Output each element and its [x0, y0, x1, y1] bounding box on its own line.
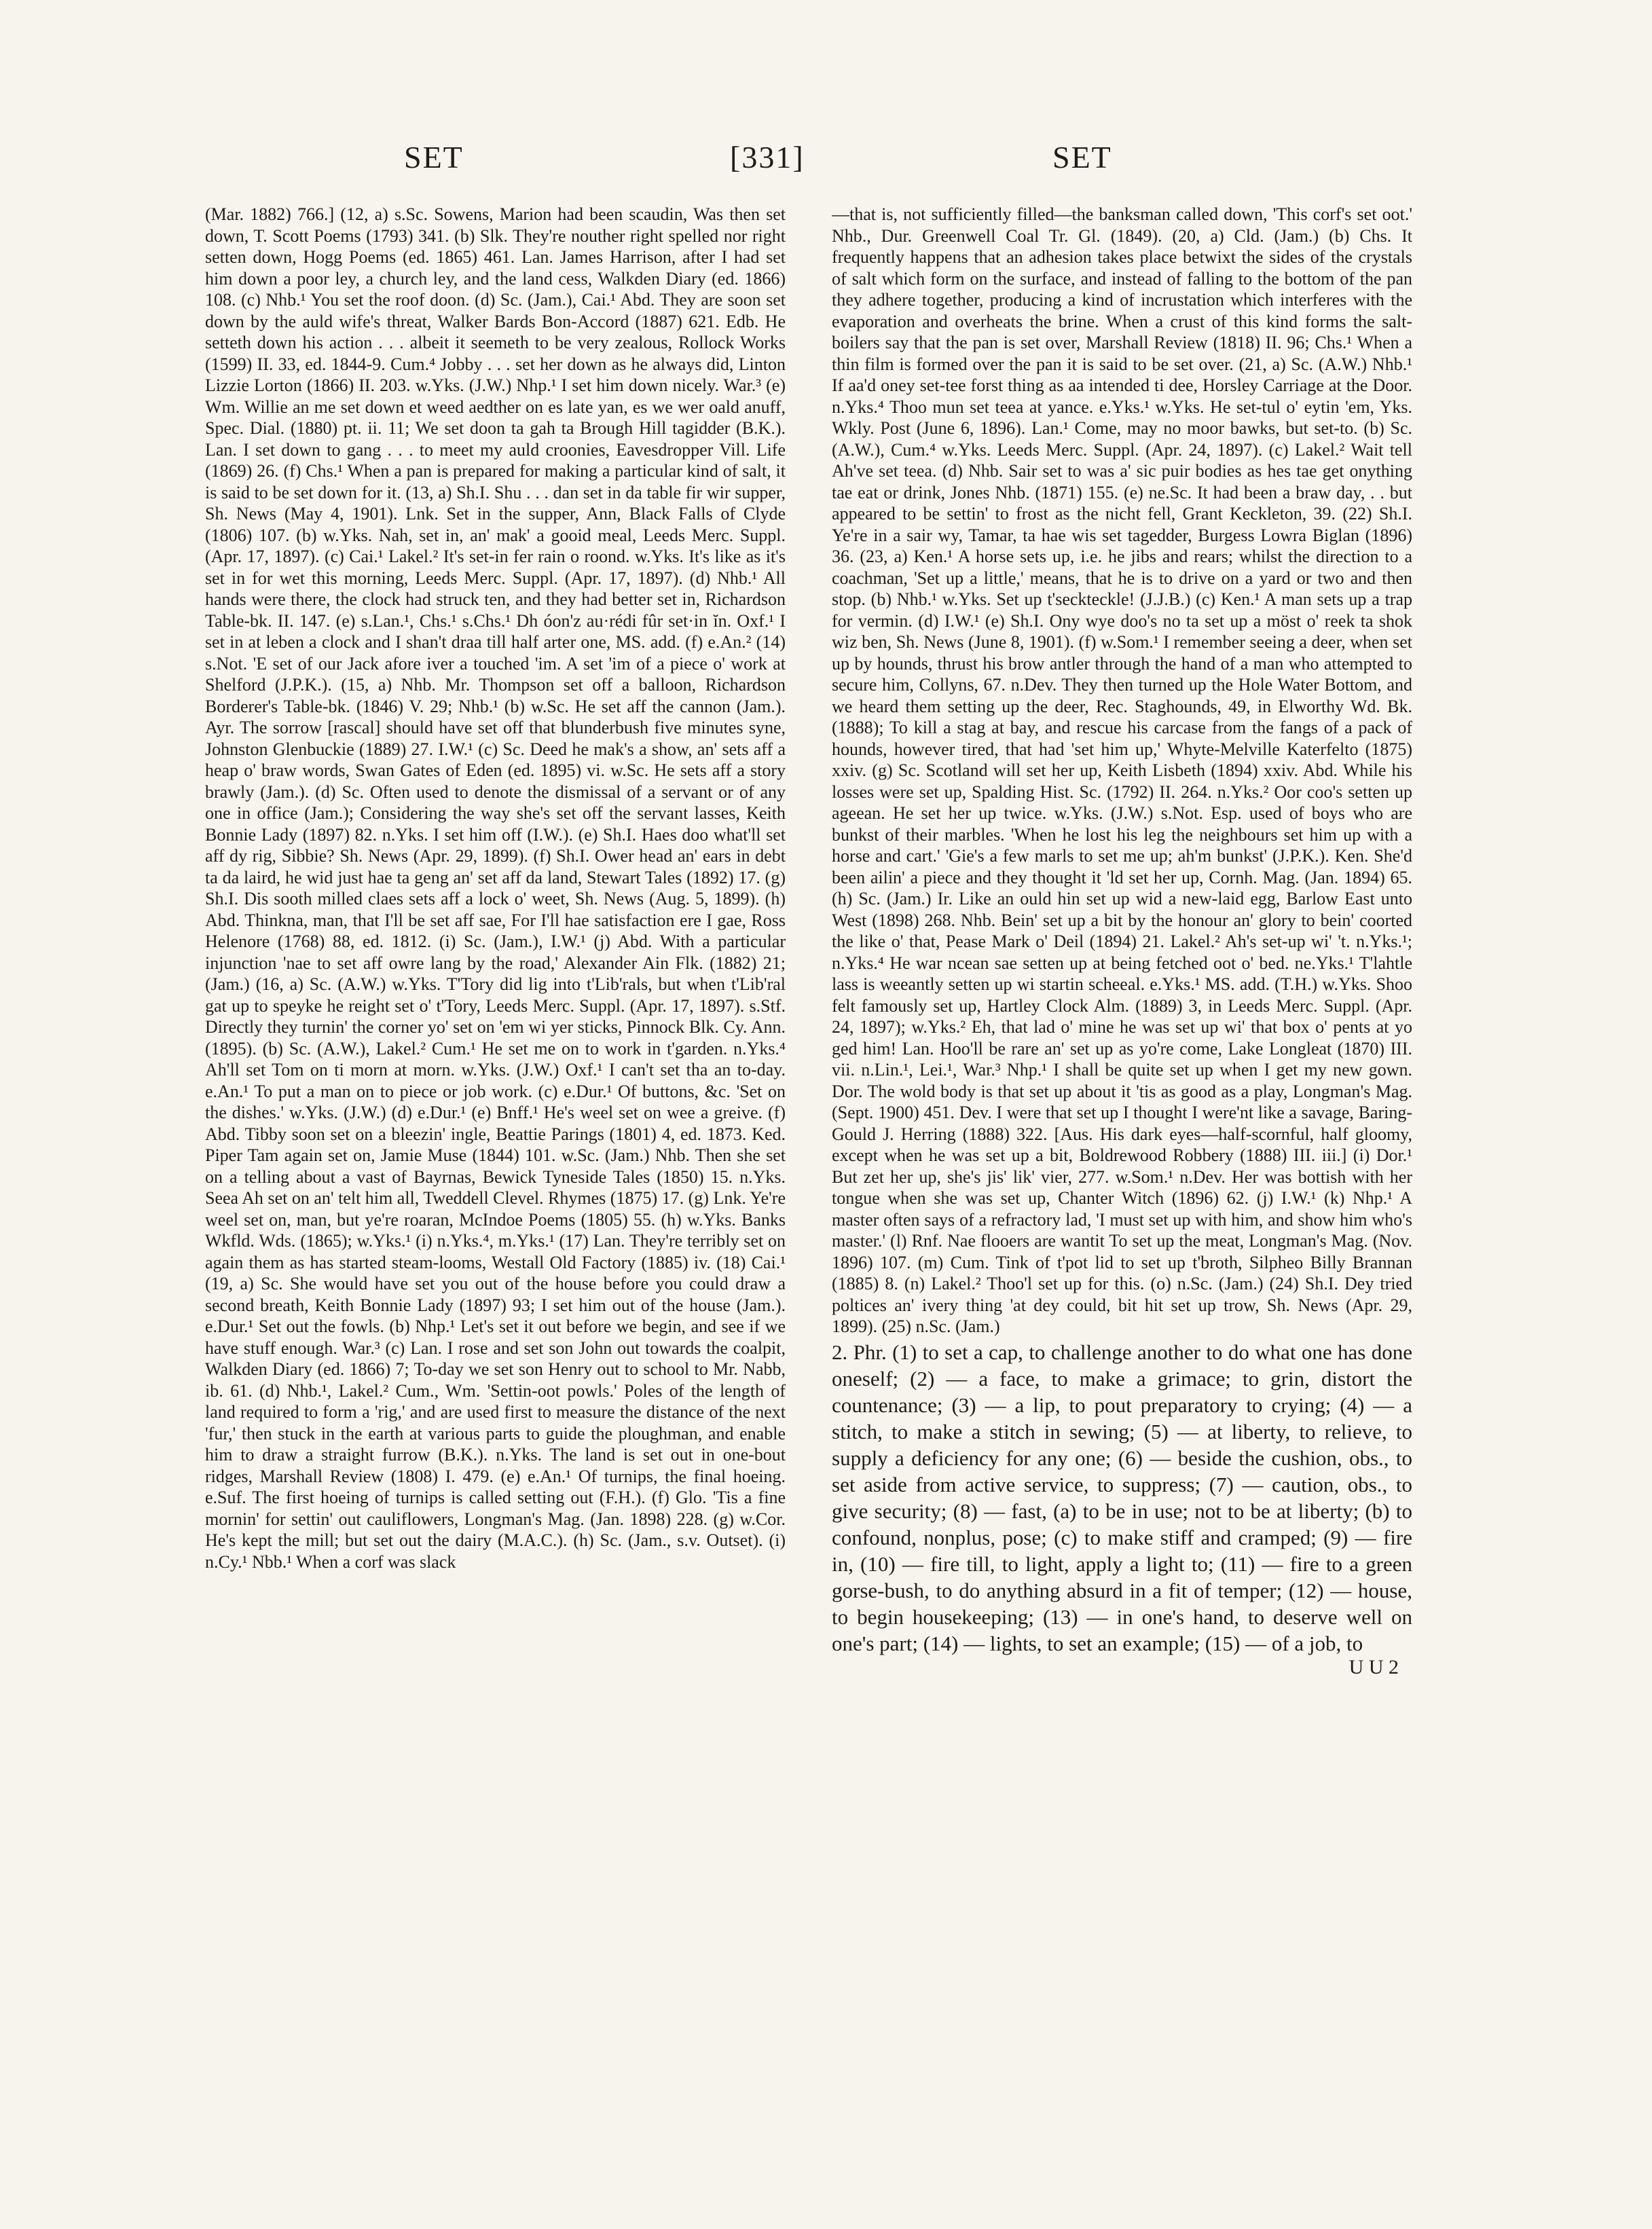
signature-mark: U U 2: [1348, 1655, 1399, 1678]
page-number: [331]: [730, 140, 805, 174]
left-column-text: (Mar. 1882) 766.] (12, a) s.Sc. Sowens, Marion had been scaudin, Was then set down, T. Scott Poems (1793) 341. (b) Slk. They're nouther right spelled nor right setten down, Hogg Poems (ed. 1865) 461. Lan. James Harrison, after I had set him down a poor ley, a church ley, and the land cess, Walkden Diary (ed. 1866) 108. (c) Nhb.¹ You set the roof doon. (d) Sc. (Jam.), Cai.¹ Abd. They are soon set down by the auld wife's threat, Walker Bards Bon-Accord (1887) 621. Edb. He setteth down his action . . . albeit it seemeth to be very zealous, Rollock Works (1599) II. 33, ed. 1844-9. Cum.⁴ Jobby . . . set her down as he always did, Linton Lizzie Lorton (1866) II. 203. w.Yks. (J.W.) Nhp.¹ I set him down nicely. War.³ (e) Wm. Willie an me set down et weed aedther on es late yan, es we wer oald anuff, Spec. Dial. (1880) pt. ii. 11; We set doon ta gah ta Brough Hill tagidder (B.K.). Lan. I set down to gang . . . to meet my auld croonies, Eavesdropper Vill. Life (1869) 26. (f) Chs.¹ When a pan is prepared for making a particular kind of salt, it is said to be set down for it. (13, a) Sh.I. Shu . . . dan set in da table fir wir supper, Sh. News (May 4, 1901). Lnk. Set in the supper, Ann, Black Falls of Clyde (1806) 107. (b) w.Yks. Nah, set in, an' mak' a gooid meal, Leeds Merc. Suppl. (Apr. 17, 1897). (c) Cai.¹ Lakel.² It's set-in fer rain o roond. w.Yks. It's like as it's set in for wet this morning, Leeds Merc. Suppl. (Apr. 17, 1897). (d) Nhb.¹ All hands were there, the clock had struck ten, and they had better set in, Richardson Table-bk. II. 147. (e) s.Lan.¹, Chs.¹ s.Chs.¹ Dh óon'z au·rédi fûr set·in ĭn. Oxf.¹ I set in at leben a clock and I shan't draa till half arter one, MS. add. (f) e.An.² (14) s.Not. 'E set of our Jack afore iver a touched 'im. A set 'im of a piece o' work at Shelford (J.P.K.). (15, a) Nhb. Mr. Thompson set off a balloon, Richardson Borderer's Table-bk. (1846) V. 29; Nhb.¹ (b) w.Sc. He set aff the cannon (Jam.). Ayr. The sorrow [rascal] should have set off that blunderbush five minutes syne, Johnston Glenbuckie (1889) 27. I.W.¹ (c) Sc. Deed he mak's a show, an' sets aff a heap o' braw words, Swan Gates of Eden (ed. 1895) vi. w.Sc. He sets aff a story brawly (Jam.). (d) Sc. Often used to denote the dismissal of a servant or of any one in office (Jam.); Considering the way she's set off the servant lasses, Keith Bonnie Lady (1897) 82. n.Yks. I set him off (I.W.). (e) Sh.I. Haes doo what'll set aff dy rig, Sibbie? Sh. News (Apr. 29, 1899). (f) Sh.I. Ower head an' ears in debt ta da laird, he wid just hae ta geng an' set aff da land, Stewart Tales (1892) 17. (g) Sh.I. Dis sooth milled claes sets aff a lock o' weet, Sh. News (Aug. 5, 1899). (h) Abd. Thinkna, man, that I'll be set aff sae, For I'll hae satisfaction ere I gae, Ross Helenore (1768) 88, ed. 1812. (i) Sc. (Jam.), I.W.¹ (j) Abd. With a particular injunction 'nae to set aff owre lang by the road,' Alexander Ain Flk. (1882) 21; (Jam.) (16, a) Sc. (A.W.) w.Yks. T'Tory did lig into t'Lib'rals, but when t'Lib'ral gat up to speyke he reight set o' t'Tory, Leeds Merc. Suppl. (Apr. 17, 1897). s.Stf. Directly they turnin' the corner yo' set on 'em wi yer sticks, Pinnock Blk. Cy. Ann. (1895). (b) Sc. (A.W.), Lakel.² Cum.¹ He set me on to work in t'garden. n.Yks.⁴ Ah'll set Tom on ti morn at morn. w.Yks. (J.W.) Oxf.¹ I can't set tha an to-day. e.An.¹ To put a man on to piece or job work. (c) e.Dur.¹ Of buttons, &c. 'Set on the dishes.' w.Yks. (J.W.) (d) e.Dur.¹ (e) Bnff.¹ He's weel set on wee a greive. (f) Abd. Tibby soon set on a bleezin' ingle, Beattie Parings (1801) 4, ed. 1873. Ked. Piper Tam again set on, Jamie Muse (1844) 101. w.Sc. (Jam.) Nhb. Then she set on a telling about a vast of Bayrnas, Bewick Tyneside Tales (1850) 15. n.Yks. Seea Ah set on an' telt him all, Tweddell Clevel. Rhymes (1875) 17. (g) Lnk. Ye're weel set on, man, but ye're roaran, McIndoe Poems (1805) 55. (h) w.Yks. Banks Wkfld. Wds. (1865); w.Yks.¹ (i) n.Yks.⁴, m.Yks.¹ (17) Lan. They're terribly set on again them as has started steam-looms, Westall Old Factory (1885) iv. (18) Cai.¹ (19, a) Sc. She would have set you out of the house before you could draw a second breath, Keith Bonnie Lady (1897) 93; I set him out of the house (Jam.). e.Dur.¹ Set out the fowls. (b) Nhp.¹ Let's set it out before we begin, and see if we have stuff enough. War.³ (c) Lan. I rose and set son John out towards the coalpit, Walkden Diary (ed. 1866) 7; To-day we set son Henry out to school to Mr. Nabb, ib. 61. (d) Nhb.¹, Lakel.² Cum., Wm. 'Settin-oot powls.' Poles of the length of land required to form a 'rig,' and are used first to measure the distance of the next 'fur,' then stuck in the earth at various parts to guide the ploughman, and enable him to draw a straight furrow (B.K.). n.Yks. The land is set out in one-bout ridges, Marshall Review (1808) I. 479. (e) e.An.¹ Of turnips, the final hoeing. e.Suf. The first hoeing of turnips is called setting out (F.H.). (f) Glo. 'Tis a fine mornin' for settin' out cauliflowers, Longman's Mag. (Jan. 1898) 228. (g) w.Cor. He's kept the mill; but set out the dairy (M.A.C.). (h) Sc. (Jam., s.v. Outset). (i) n.Cy.¹ Nbb.¹ When a corf was slack: [205, 204, 786, 1572]
left-column: [205, 204, 786, 2186]
right-column-text: —that is, not sufficiently filled—the banksman called down, 'This corf's set oot.' Nhb., Dur. Greenwell Coal Tr. Gl. (1849). (20, a) Cld. (Jam.) (b) Chs. It frequently happens that an adhesion takes place betwixt the sides of the crystals of salt which form on the surface, and instead of falling to the bottom of the pan they adhere together, producing a kind of incrustation which interferes with the evaporation and overheats the brine. When a crust of this kind forms the salt-boilers say that the pan is set over, Marshall Review (1818) II. 96; Chs.¹ When a thin film is formed over the pan it is said to be set over. (21, a) Sc. (A.W.) Nhb.¹ If aa'd oney set-tee forst thing as aa intended ti dee, Horsley Carriage at the Door. n.Yks.⁴ Thoo mun set teea at yance. e.Yks.¹ w.Yks. He set-tul o' eytin 'em, Yks. Wkly. Post (June 6, 1896). Lan.¹ Come, may no moor bawks, but set-to. (b) Sc. (A.W.), Cum.⁴ w.Yks. Leeds Merc. Suppl. (Apr. 24, 1897). (c) Lakel.² Wait tell Ah've set teea. (d) Nhb. Sair set to was a' sic puir bodies as hes tae get onything tae eat or drink, Jones Nhb. (1871) 155. (e) ne.Sc. It had been a braw day, . . but appeared to be settin' to frost as the nicht fell, Grant Keckleton, 39. (22) Sh.I. Ye're in a sair wy, Tamar, ta hae wis set tagedder, Burgess Lowra Biglan (1896) 36. (23, a) Ken.¹ A horse sets up, i.e. he jibs and rears; whilst the direction to a coachman, 'Set up a little,' means, that he is to drive on a yard or two and then stop. (b) Nhb.¹ w.Yks. Set up t'seckteckle! (J.J.B.) (c) Ken.¹ A man sets up a trap for vermin. (d) I.W.¹ (e) Sh.I. Ony wye doo's no ta set up a möst o' reek ta shok wiz ben, Sh. News (June 8, 1901). (f) w.Som.¹ I remember seeing a deer, when set up by hounds, thrust his brow antler through the hand of a man who attempted to secure him, Collyns, 67. n.Dev. They then turned up the Hole Water Bottom, and we heard them setting up the deer, Rec. Staghounds, 49, in Elworthy Wd. Bk. (1888); To kill a stag at bay, and rescue his carcase from the fangs of a pack of hounds, however tired, that had 'set him up,' Whyte-Melville Katerfelto (1875) xxiv. (g) Sc. Scotland will set her up, Keith Lisbeth (1894) xxiv. Abd. While his losses were set up, Spalding Hist. Sc. (1792) II. 264. n.Yks.² Oor coo's setten up ageean. He set her up twice. w.Yks. (J.W.) s.Not. Esp. used of boys who are bunkst of their marbles. 'When he lost his leg the neighbours set him up with a horse and cart.' 'Gie's a few marls to set me up; ah'm bunkst' (J.P.K.). Ken. She'd been ailin' a piece and they thought it 'ld set her up, Cornh. Mag. (Jan. 1894) 65. (h) Sc. (Jam.) Ir. Like an ould hin set up wid a new-laid egg, Barlow East unto West (1898) 268. Nhb. Bein' set up a bit by the honour an' glory to bein' coorted the like o' that, Pease Mark o' Deil (1894) 21. Lakel.² Ah's set-up wi' 't. n.Yks.¹; n.Yks.⁴ He war ncean sae setten up at being fetched oot o' bed. ne.Yks.¹ T'lahtle lass is weeantly setten up wi startin scheeal. e.Yks.¹ MS. add. (T.H.) w.Yks. Shoo felt famously set up, Hartley Clock Alm. (1889) 3, in Leeds Merc. Suppl. (Apr. 24, 1897); w.Yks.² Eh, that lad o' mine he was set up wi' that box o' pents at yo ged him! Lan. Hoo'll be rare an' set up as yo're come, Lake Longleat (1870) III. vii. n.Lin.¹, Lei.¹, War.³ Nhp.¹ I shall be quite set up when I get my new gown. Dor. The wold body is that set up about it 'tis as good as a play, Longman's Mag. (Sept. 1900) 451. Dev. I were that set up I thought I were'nt like a savage, Baring-Gould J. Herring (1888) 322. [Aus. His dark eyes—half-scornful, half gloomy, except when he was set up a bit, Boldrewood Robbery (1888) III. iii.] (i) Dor.¹ But zet her up, she's jis' lik' vier, 277. w.Som.¹ n.Dev. Her was bottish with her tongue when she was set up, Chanter Witch (1896) 62. (j) I.W.¹ (k) Nhp.¹ A master often says of a refractory lad, 'I must set up with him, and show him who's master.' (l) Rnf. Nae flooers are wantit To set up the meat, Longman's Mag. (Nov. 1896) 107. (m) Cum. Tink of t'pot lid to set up t'broth, Silpheo Billy Brannan (1885) 8. (n) Lakel.² Thoo'l set up for this. (o) n.Sc. (Jam.) (24) Sh.I. Dey tried poltices an' ivery thing 'at dey could, bit hit set up trow, Sh. News (Apr. 29, 1899). (25) n.Sc. (Jam.): [832, 204, 1412, 1336]
running-head-right: SET: [1052, 140, 1112, 174]
page-header: [0, 139, 1652, 194]
right-column: [832, 204, 1412, 2186]
phrases-paragraph: 2. Phr. (1) to set a cap, to challenge another to do what one has done oneself; (2) — a face, to make a grimace; to grin, distort the countenance; (3) — a lip, to pout preparatory to crying; (4) — a stitch, to make a stitch in sewing; (5) — at liberty, to relieve, to supply a deficiency for any one; (6) — beside the cushion, obs., to set aside from active service, to suppress; (7) — caution, obs., to give security; (8) — fast, (a) to be in use; not to be at liberty; (b) to confound, nonplus, pose; (c) to make stiff and cramped; (9) — fire in, (10) — fire till, to light, apply a light to; (11) — fire to a green gorse-bush, to do anything absurd in a fit of temper; (12) — house, to begin housekeeping; (13) — in one's hand, to deserve well on one's part; (14) — lights, to set an example; (15) — of a job, to: [832, 1340, 1412, 1655]
running-head-left: SET: [404, 140, 464, 174]
